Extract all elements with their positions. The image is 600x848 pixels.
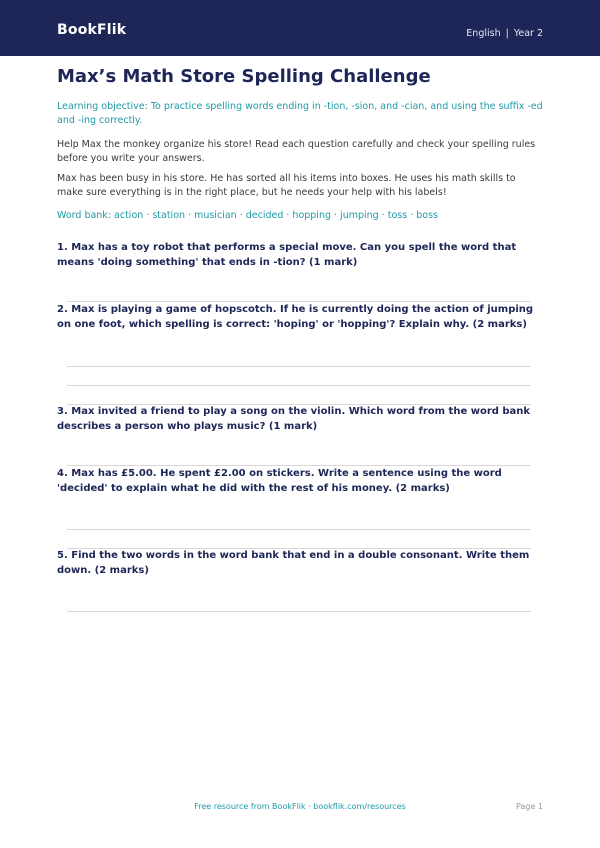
footer-resource-link[interactable]: Free resource from BookFlik · bookflik.com/resources bbox=[194, 802, 406, 811]
answer-line[interactable] bbox=[67, 366, 531, 367]
question-4: 4. Max has £5.00. He spent £2.00 on stickers. Write a sentence using the word 'decided' to explain what he did with the rest of his money. (2 marks) bbox=[57, 468, 502, 494]
question-3: 3. Max invited a friend to play a song on the violin. Which word from the word bank describes a person who plays music? (1 mark) bbox=[57, 406, 531, 432]
answer-line[interactable] bbox=[67, 611, 531, 612]
answer-line[interactable] bbox=[67, 385, 531, 386]
question-2: 2. Max is playing a game of hopscotch. If he is currently doing the action of jumping on one foot, which spelling is correct: 'hoping' or 'hopping'? Explain why. (2 marks) bbox=[57, 304, 534, 330]
brand-logo[interactable]: BookFlik bbox=[57, 22, 127, 38]
word-bank: Word bank: action · station · musician · decided · hopping · jumping · toss · boss bbox=[57, 210, 438, 221]
page-number: Page 1 bbox=[516, 802, 543, 811]
header-separator: | bbox=[505, 28, 509, 39]
year-label: Year 2 bbox=[513, 28, 543, 39]
subject-label: English bbox=[466, 28, 501, 39]
answer-line[interactable] bbox=[67, 301, 531, 302]
story-paragraph: Max has been busy in his store. He has sorted all his items into boxes. He uses his math skills to make sure everything is in the right place, but he needs your help with his labels! bbox=[57, 173, 516, 198]
page-header bbox=[0, 0, 600, 56]
answer-line[interactable] bbox=[67, 465, 531, 466]
intro-paragraph: Help Max the monkey organize his store! Read each question carefully and check your spelling rules before you write your answers. bbox=[57, 139, 536, 164]
subject-year-label bbox=[466, 28, 543, 39]
learning-objective: Learning objective: To practice spelling words ending in -tion, -sion, and -cian, and using the suffix -ed and -ing correctly. bbox=[57, 101, 543, 126]
question-5: 5. Find the two words in the word bank that end in a double consonant. Write them down. (2 marks) bbox=[57, 550, 530, 576]
question-1: 1. Max has a toy robot that performs a special move. Can you spell the word that means 'doing something' that ends in -tion? (1 mark) bbox=[57, 242, 517, 268]
worksheet-title: Max’s Math Store Spelling Challenge bbox=[57, 66, 431, 87]
answer-line[interactable] bbox=[67, 529, 531, 530]
